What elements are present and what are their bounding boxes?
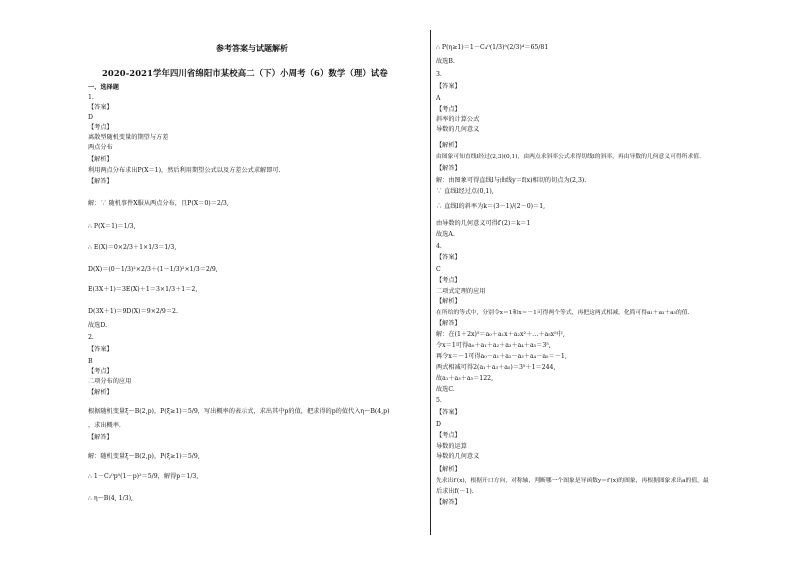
q4-step-1: 解：在(1＋2x)⁵＝a₀＋a₁x＋a₂x²＋…＋a₅x⁵中,	[436, 331, 565, 338]
section-heading: 一、选择题	[88, 84, 119, 91]
q4-knowledge-tag: 【考点】	[436, 277, 461, 284]
q4-solution-tag: 【解答】	[436, 320, 461, 327]
q5-answer: D	[436, 421, 441, 428]
q3-knowledge-tag: 【考点】	[436, 106, 461, 113]
q2-solution-tag: 【解答】	[88, 434, 113, 441]
q5-number: 5.	[436, 397, 442, 404]
q5-analysis-line-1: 先求出f′(x)，根据开口方向，对称轴，判断哪一个图象是导函数y＝f′(x)的图象，再根据图象求出a的值，最	[436, 478, 709, 484]
q1-step-4: D(X)＝(0－1/3)²×2/3＋(1－1/3)²×1/3＝2/9,	[88, 266, 218, 273]
q2-step-2: ∴ 1－C₂⁰p⁰(1－p)²＝5/9，解得p＝1/3,	[88, 473, 199, 480]
q2-analysis-line-2: ，求出概率.	[88, 422, 121, 429]
q4-number: 4.	[436, 243, 442, 250]
q1-step-1: 解：∵ 随机事件X服从两点分布，且P(X＝0)＝2/3,	[88, 200, 229, 207]
q2-step-1: 解：随机变量ξ～B(2,p)，P(ξ≥1)＝5/9,	[88, 453, 200, 460]
q4-step-6: 故选C.	[436, 386, 455, 393]
q1-knowledge-1: 离散型随机变量的期望与方差	[88, 134, 169, 141]
q5-solution-tag: 【解答】	[436, 499, 461, 506]
q5-analysis-tag: 【解析】	[436, 466, 461, 473]
q4-analysis-tag: 【解析】	[436, 298, 461, 305]
q1-analysis: 利用两点分布求出P(X＝1)，然后利用期望公式以及方差公式求解即可.	[88, 167, 281, 174]
q2-answer: B	[88, 358, 93, 365]
q2-step-5: 故选B.	[436, 58, 455, 65]
q1-step-6: D(3X＋1)＝9D(X)＝9×2/9＝2.	[88, 308, 178, 315]
exam-title: 2020-2021学年四川省绵阳市某校高二（下）小周考（6）数学（理）试卷	[102, 68, 388, 78]
q3-solution-tag: 【解答】	[436, 165, 461, 172]
q1-solution-tag: 【解答】	[88, 178, 113, 185]
q1-number: 1.	[88, 94, 94, 101]
q3-step-1: 解：由图象可得直线l与曲线y＝f(x)相切的切点为(2,3).	[436, 177, 587, 184]
q2-analysis-tag: 【解析】	[88, 389, 113, 396]
q4-step-4: 两式相减可得2(a₁＋a₃＋a₅)＝3⁵＋1＝244,	[436, 364, 556, 371]
q2-answer-tag: 【答案】	[88, 346, 113, 353]
q3-number: 3.	[436, 71, 442, 78]
q3-step-4: 由导数的几何意义可得f′(2)＝k＝1	[436, 220, 531, 227]
column-divider	[430, 30, 431, 535]
q4-step-3: 再令x＝－1可得a₀－a₁＋a₂－a₃＋a₄－a₅＝－1,	[436, 353, 567, 360]
q2-number: 2.	[88, 334, 94, 341]
q3-step-2: ∵ 直线l经过点(0,1),	[436, 188, 494, 195]
q3-step-3: ∴ 直线l的斜率为k＝(3－1)/(2－0)＝1,	[436, 203, 546, 210]
q3-answer: A	[436, 95, 441, 102]
q1-knowledge-2: 两点分布	[88, 144, 113, 151]
q1-knowledge-tag: 【考点】	[88, 124, 113, 131]
q3-answer-tag: 【答案】	[436, 83, 461, 90]
q5-knowledge-2: 导数的几何意义	[436, 453, 480, 460]
q1-answer: D	[88, 114, 93, 121]
q5-answer-tag: 【答案】	[436, 409, 461, 416]
q4-step-5: 故a₁＋a₃＋a₅＝122,	[436, 375, 494, 382]
q2-step-4: ∴ P(η≥1)＝1－C₄⁰(1/3)⁰(2/3)⁴＝65/81	[436, 44, 549, 51]
q1-step-3: ∴ E(X)＝0×2/3＋1×1/3＝1/3,	[88, 244, 177, 251]
q3-analysis-tag: 【解析】	[436, 142, 461, 149]
doc-title: 参考答案与试题解析	[216, 43, 288, 53]
q4-step-2: 令x＝1可得a₀＋a₁＋a₂＋a₃＋a₄＋a₅＝3⁵,	[436, 342, 551, 349]
q3-knowledge-2: 导数的几何意义	[436, 126, 480, 133]
q4-analysis: 在所给的等式中，分别令x＝1和x＝－1可得两个等式，再把这两式相减，化简可得a₁＋a₃＋a₅的值.	[436, 310, 690, 316]
q2-step-3: ∴ η～B(4, 1/3),	[88, 495, 133, 502]
q4-answer: C	[436, 266, 441, 273]
q2-analysis-line-1: 根据随机变量ξ～B(2,p)，P(ξ≥1)＝5/9，写出概率的表示式，求出其中p的值，把求得的p的值代入η～B(4,p)	[88, 408, 390, 415]
q5-knowledge-1: 导数的运算	[436, 443, 467, 450]
q1-step-2: ∴ P(X＝1)＝1/3,	[88, 223, 136, 230]
q4-answer-tag: 【答案】	[436, 254, 461, 261]
q1-analysis-tag: 【解析】	[88, 156, 113, 163]
q2-knowledge-1: 二项分布的应用	[88, 378, 132, 385]
q1-step-5: E(3X＋1)＝3E(X)＋1＝3×1/3＋1＝2,	[88, 286, 198, 293]
q3-analysis: 由图象可知直线l经过(2,3)(0,1)，由两点求斜率公式求得切线l的斜率，再由导数的几何意义可得所求值.	[436, 154, 701, 160]
q4-knowledge-1: 二项式定理的应用	[436, 288, 486, 295]
q5-analysis-line-2: 后求出f(－1).	[436, 488, 474, 495]
q1-step-7: 故选D.	[88, 322, 108, 329]
q3-knowledge-1: 斜率的计算公式	[436, 116, 480, 123]
q1-answer-tag: 【答案】	[88, 104, 113, 111]
q5-knowledge-tag: 【考点】	[436, 432, 461, 439]
q3-step-5: 故选A.	[436, 231, 455, 238]
q2-knowledge-tag: 【考点】	[88, 368, 113, 375]
